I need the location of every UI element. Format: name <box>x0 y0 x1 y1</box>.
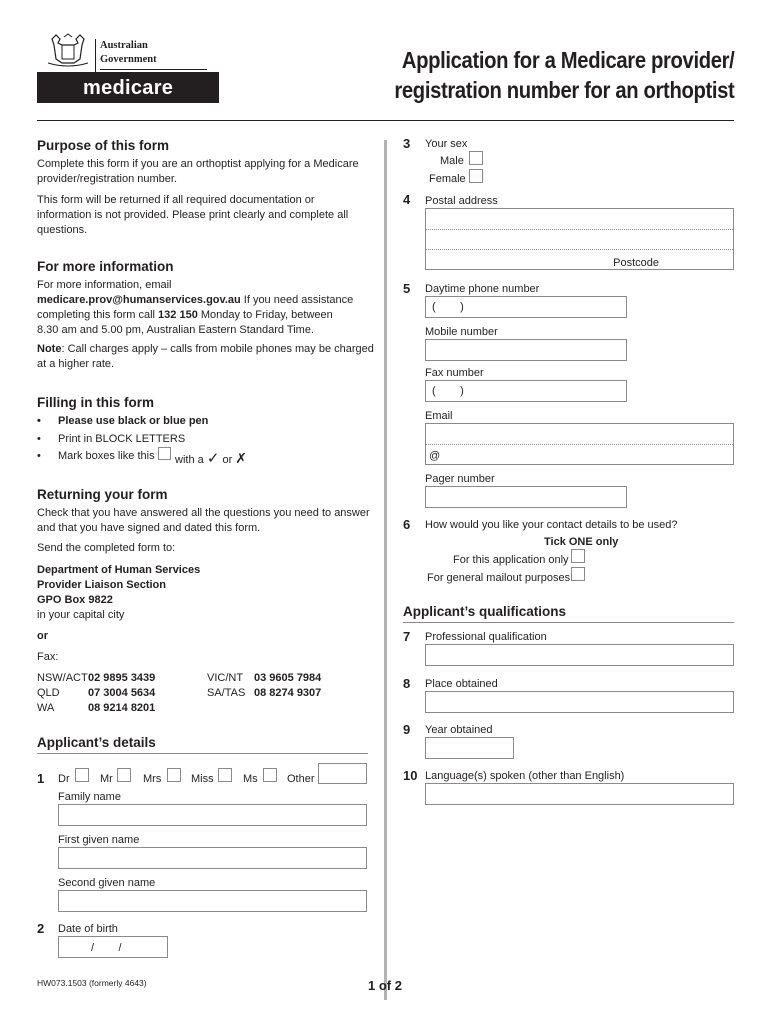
brand-text: medicare <box>83 77 174 99</box>
fax-number: 03 9605 7984 <box>254 672 322 684</box>
purpose-line: questions. <box>37 223 88 236</box>
dob-label: Date of birth <box>58 923 118 935</box>
title-dr-checkbox[interactable] <box>75 768 89 782</box>
title-other-input[interactable] <box>318 763 367 784</box>
filling-heading: Filling in this form <box>37 395 154 410</box>
send-to-label: Send the completed form to: <box>37 542 176 554</box>
filling-bullet-1: • Please use black or blue pen <box>58 414 208 429</box>
title-line-1: Application for a Medicare provider/ <box>401 47 734 73</box>
return-address <box>37 563 200 622</box>
qualifications-heading: Applicant’s qualifications <box>403 604 567 619</box>
languages-label: Language(s) spoken (other than English) <box>425 770 625 782</box>
address-line: Department of Human Services <box>37 564 201 576</box>
place-obtained-input[interactable] <box>425 691 734 713</box>
mobile-input[interactable] <box>425 339 627 361</box>
filling-text: Mark boxes like this <box>58 450 155 462</box>
contact-phone: 132 150 <box>158 308 198 321</box>
question-8-number: 8 <box>403 676 411 691</box>
filling-text: or <box>222 454 233 466</box>
title-ms-checkbox[interactable] <box>263 768 277 782</box>
address-line-divider <box>426 229 733 230</box>
first-name-label: First given name <box>58 834 140 846</box>
question-10-number: 10 <box>403 768 418 783</box>
fax-number: 08 9214 8201 <box>88 702 156 714</box>
returning-line: Check that you have answered all the questions you need to answer <box>37 507 370 519</box>
purpose-line: provider/registration number. <box>37 172 178 185</box>
returning-heading: Returning your form <box>37 487 168 502</box>
option-application-label: For this application only <box>453 554 569 566</box>
title-dr-label: Dr <box>58 773 70 785</box>
title-line-2: registration number for an orthoptist <box>393 76 734 103</box>
question-9-number: 9 <box>403 722 411 737</box>
title-mr-label: Mr <box>100 773 113 785</box>
fax-number-label: Fax number <box>425 367 484 379</box>
more-info-line <box>37 293 377 308</box>
more-info-heading: For more information <box>37 259 174 274</box>
title-miss-label: Miss <box>191 773 214 785</box>
note-line <box>37 342 377 357</box>
page-title <box>394 46 734 106</box>
more-info-text-part: Monday to Friday, between <box>197 308 333 321</box>
title-mr-checkbox[interactable] <box>117 768 131 782</box>
fax-label: Fax: <box>37 651 59 663</box>
option-application-checkbox[interactable] <box>571 549 585 563</box>
daytime-phone-input[interactable] <box>425 296 627 318</box>
title-mrs-label: Mrs <box>143 773 162 785</box>
more-info-line: For more information, email <box>37 279 172 291</box>
column-divider <box>384 140 387 1000</box>
returning-line: and that you have signed and dated this form. <box>37 521 261 534</box>
area-code-brackets: ( ) <box>432 385 464 397</box>
female-checkbox[interactable] <box>469 169 483 183</box>
area-code-brackets: ( ) <box>432 301 464 313</box>
question-2-number: 2 <box>37 921 45 936</box>
note-body: : Call charges apply – calls from mobile phones may be charged <box>61 343 374 355</box>
email-input[interactable] <box>425 423 734 465</box>
page-number: 1 of 2 <box>368 978 402 993</box>
title-mrs-checkbox[interactable] <box>167 768 181 782</box>
more-info-text <box>37 278 377 337</box>
purpose-line: information is not provided. Please print clearly and complete all <box>37 208 349 221</box>
pager-input[interactable] <box>425 486 627 508</box>
postal-address-input[interactable] <box>425 208 734 270</box>
purpose-line: Complete this form if you are an orthoptist applying for a Medicare <box>37 158 359 170</box>
postcode-label: Postcode <box>613 257 659 269</box>
question-3-number: 3 <box>403 136 411 151</box>
fax-row <box>37 671 88 686</box>
fax-state: VIC/NT <box>207 672 244 684</box>
year-obtained-input[interactable] <box>425 737 514 759</box>
example-checkbox <box>158 447 171 460</box>
year-obtained-label: Year obtained <box>425 724 493 736</box>
family-name-input[interactable] <box>58 804 367 826</box>
fax-number: 07 3004 5634 <box>88 687 156 699</box>
dob-input[interactable] <box>58 936 168 958</box>
fax-number-input[interactable] <box>425 380 627 402</box>
tick-icon: ✓ <box>206 450 220 467</box>
contact-use-label: How would you like your contact details to be used? <box>425 519 678 531</box>
header-divider <box>37 120 734 121</box>
title-ms-label: Ms <box>243 773 258 785</box>
fax-state: NSW/ACT <box>37 672 88 684</box>
address-line: Provider Liaison Section <box>37 578 166 591</box>
pager-label: Pager number <box>425 473 495 485</box>
more-info-text-part: If you need assistance <box>240 293 354 306</box>
coat-of-arms-icon <box>44 33 92 67</box>
dob-separators: / / <box>91 942 122 954</box>
more-info-line <box>37 308 377 323</box>
option-mailout-label: For general mailout purposes <box>427 572 571 584</box>
gov-name: Australian Government <box>100 40 157 66</box>
fax-state: QLD <box>37 687 60 699</box>
at-symbol: @ <box>429 450 441 462</box>
filling-bullet-3 <box>58 449 155 464</box>
question-4-number: 4 <box>403 192 411 207</box>
question-5-number: 5 <box>403 281 411 296</box>
filling-bullet-3-rest <box>175 449 247 469</box>
female-label: Female <box>429 173 466 185</box>
fax-state: SA/TAS <box>207 687 246 699</box>
title-other-label: Other <box>287 773 315 785</box>
address-line: in your capital city <box>37 608 125 621</box>
email-line-divider <box>426 444 733 445</box>
fax-number: 08 8274 9307 <box>254 687 322 699</box>
second-name-label: Second given name <box>58 877 156 889</box>
qualifications-divider <box>403 622 734 623</box>
cross-icon: ✗ <box>235 450 248 466</box>
place-obtained-label: Place obtained <box>425 678 498 690</box>
contact-email[interactable]: medicare.prov@humanservices.gov.au <box>37 293 241 306</box>
purpose-heading: Purpose of this form <box>37 138 170 153</box>
qualification-input[interactable] <box>425 644 734 666</box>
filling-bullet-2: • Print in BLOCK LETTERS <box>58 432 185 447</box>
languages-input[interactable] <box>425 783 734 805</box>
question-1-number: 1 <box>37 771 45 786</box>
applicant-heading: Applicant’s details <box>37 735 156 750</box>
question-6-number: 6 <box>403 517 411 532</box>
first-name-input[interactable] <box>58 847 367 869</box>
more-info-line: 8.30 am and 5.00 pm, Australian Eastern Standard Time. <box>37 323 314 336</box>
address-line: GPO Box 9822 <box>37 593 113 606</box>
more-info-text-part: completing this form call <box>37 308 159 321</box>
qualification-label: Professional qualification <box>425 631 547 643</box>
purpose-line: This form will be returned if all required documentation or <box>37 194 315 206</box>
second-name-input[interactable] <box>58 890 367 912</box>
note-line: at a higher rate. <box>37 357 115 370</box>
tick-one-label: Tick ONE only <box>544 536 619 548</box>
note-label: Note <box>37 343 62 355</box>
purpose-text-1 <box>37 157 359 187</box>
email-label: Email <box>425 410 453 422</box>
returning-text <box>37 506 370 536</box>
applicant-divider <box>37 753 368 754</box>
address-line-divider <box>426 249 733 250</box>
question-7-number: 7 <box>403 629 411 644</box>
title-miss-checkbox[interactable] <box>218 768 232 782</box>
male-checkbox[interactable] <box>469 151 483 165</box>
mobile-label: Mobile number <box>425 326 498 338</box>
fax-state: WA <box>37 702 55 714</box>
option-mailout-checkbox[interactable] <box>571 567 585 581</box>
note-text <box>37 342 377 372</box>
fax-number: 02 9895 3439 <box>88 672 156 684</box>
form-code: HW073.1503 (formerly 4643) <box>37 978 147 988</box>
medicare-logo <box>37 72 219 103</box>
sex-label: Your sex <box>425 138 468 150</box>
family-name-label: Family name <box>58 791 121 803</box>
filling-text: with a <box>175 454 204 466</box>
postal-address-label: Postal address <box>425 195 498 207</box>
purpose-text-2 <box>37 193 348 238</box>
or-label: or <box>37 630 48 642</box>
daytime-phone-label: Daytime phone number <box>425 283 540 295</box>
male-label: Male <box>440 155 464 167</box>
